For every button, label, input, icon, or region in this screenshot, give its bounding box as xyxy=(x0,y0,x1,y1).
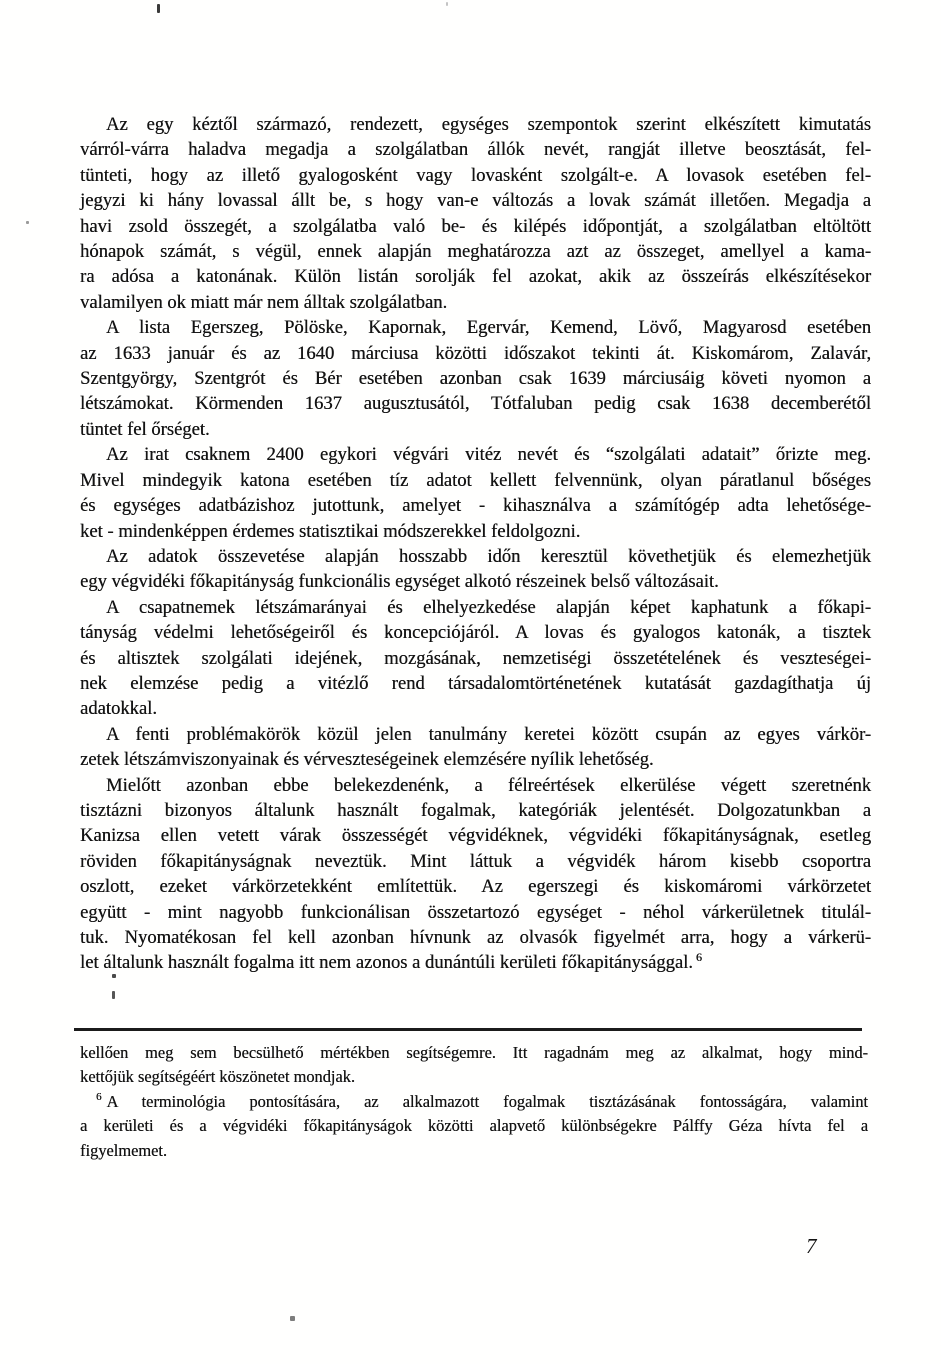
text-line xyxy=(80,366,871,391)
text-line-content: Mielőtt azonban ebbe belekezdenénk, a félreértések elkerülése végett szeretnénk xyxy=(106,774,871,796)
text-line xyxy=(80,595,871,620)
text-line-content: Az egy kéztől származó, rendezett, egységes szempontok szerint elkészített kimutatás xyxy=(106,114,871,135)
footnotes xyxy=(80,1041,868,1163)
scan-speck xyxy=(290,1316,295,1321)
text-line xyxy=(80,163,871,188)
text-line xyxy=(80,569,871,594)
paragraph xyxy=(80,442,871,544)
text-line xyxy=(80,188,871,213)
text-line xyxy=(80,722,871,747)
page-number: 7 xyxy=(806,1234,817,1258)
footnote-line-content: A terminológia pontosítására, az alkalmazott fogalmak tisztázásának fontosságára, valamint xyxy=(106,1091,868,1111)
text-line xyxy=(80,671,871,696)
text-line xyxy=(80,773,871,798)
footnote-line-content: kellően meg sem becsülhető mértékben segítségemre. Itt ragadnám meg az alkalmat, hogy mind- xyxy=(80,1043,868,1062)
footnote-item xyxy=(80,1090,868,1163)
footnote-line-content: kettőjük segítségéért köszönetet mondjak. xyxy=(80,1067,355,1087)
paragraph xyxy=(80,722,871,773)
text-line-content: tüntet fel őrséget. xyxy=(80,418,210,440)
text-line-content: Szentgyörgy, Szentgrót és Bér esetében azonban csak 1639 márciusáig követi nyomon a xyxy=(80,368,871,390)
text-line-content: ket - mindenképpen érdemes statisztikai módszerekkel feldolgozni. xyxy=(80,520,581,542)
paragraph xyxy=(80,544,871,595)
text-line-content: Kanizsa ellen vetett várak összességét végvidéknek, végvidéki főkapitányságnak, esetleg xyxy=(80,825,871,847)
footnote-continuation xyxy=(80,1041,868,1090)
scan-speck xyxy=(26,221,29,224)
text-line xyxy=(80,620,871,645)
text-line xyxy=(80,950,871,975)
footnote-line xyxy=(80,1041,868,1065)
text-line-content: let általunk használt fogalma itt nem azonos a dunántúli kerületi főkapitánysággal. xyxy=(80,952,693,974)
footnote-reference: 6 xyxy=(695,950,702,965)
footnote-line-content: a kerületi és a végvidéki főkapitányságok közötti alapvető különbségekre Pálffy Géza hívta fel a xyxy=(80,1116,868,1136)
text-line xyxy=(80,341,871,366)
scan-speck xyxy=(112,991,115,999)
text-line xyxy=(80,468,871,493)
text-line-content: várról-várra haladva megadja a szolgálatban állók nevét, rangját illetve beosztását, fel- xyxy=(80,139,871,161)
footnote-separator xyxy=(74,1028,862,1031)
text-line xyxy=(80,391,871,416)
text-line-content: együtt - mint nagyobb funkcionálisan összetartozó egységet - néhol várkerületnek titulál- xyxy=(80,901,871,923)
text-line-content: tisztázni bizonyos általunk használt fogalmak, kategóriák jelentését. Dolgozatunkban a xyxy=(80,799,871,821)
body-text xyxy=(80,112,871,976)
paragraph xyxy=(80,315,871,442)
text-line xyxy=(80,747,871,772)
text-line xyxy=(80,925,871,950)
text-line xyxy=(80,519,871,544)
footnote-line-content: figyelmemet. xyxy=(80,1140,167,1160)
text-line xyxy=(80,417,871,442)
text-line-content: jegyzi ki hány lovassal állt be, s hogy van-e változás a lovak számát illetően. Megadja a xyxy=(80,190,871,212)
text-line-content: zetek létszámviszonyainak és vérveszteségeinek elemzésére nyílik lehetőség. xyxy=(80,749,654,771)
text-line xyxy=(80,823,871,848)
text-line xyxy=(80,493,871,518)
text-line xyxy=(80,849,871,874)
text-line-content: az 1633 január és az 1640 márciusa közötti időszakot tekinti át. Kiskomárom, Zalavár, xyxy=(80,342,871,364)
text-line-content: oszlott, ezeket várkörzetekként említettük. Az egerszegi és kiskomáromi várkörzetet xyxy=(80,876,871,898)
text-line xyxy=(80,798,871,823)
text-line-content: tuk. Nyomatékosan fel kell azonban hívnunk az olvasók figyelmét arra, hogy a várkerü- xyxy=(80,927,871,948)
text-line-content: A csapatnemek létszámarányai és elhelyezkedése alapján képet kaphatunk a főkapi- xyxy=(106,596,871,618)
footnote-line xyxy=(80,1114,868,1138)
text-line xyxy=(80,646,871,671)
text-line-content: hónapok számát, s végül, ennek alapján meghatározza azt az összeget, amellyel a kama- xyxy=(80,241,871,263)
text-line xyxy=(80,239,871,264)
text-line-content: A fenti problémakörök közül jelen tanulmány keretei között csupán az egyes várkör- xyxy=(106,723,871,745)
text-line-content: Mivel mindegyik katona esetében tíz adatot kellett felvennünk, olyan páratlanul bőséges xyxy=(80,469,871,491)
text-line xyxy=(80,442,871,467)
text-line-content: Az adatok összevetése alapján hosszabb időn keresztül követhetjük és elemezhetjük xyxy=(106,545,871,567)
text-line xyxy=(80,112,871,137)
text-line-content: adatokkal. xyxy=(80,698,157,720)
text-line xyxy=(80,696,871,721)
text-line-content: valamilyen ok miatt már nem álltak szolgálatban. xyxy=(80,291,448,313)
text-line xyxy=(80,264,871,289)
text-line xyxy=(80,544,871,569)
text-line-content: nek elemzése pedig a vitézlő rend társadalomtörténetének kutatását gazdagíthatja új xyxy=(80,672,871,694)
text-line-content: és egységes adatbázishoz jutottunk, amelyet - kihasználva a számítógép adta lehetősége- xyxy=(80,495,871,517)
paragraph xyxy=(80,773,871,976)
footnote-line xyxy=(80,1090,868,1114)
text-line-content: és altisztek szolgálati idejének, mozgásának, nemzetiségi összetételének és veszteségei- xyxy=(80,647,871,669)
footnote-line xyxy=(80,1139,868,1163)
paragraph xyxy=(80,595,871,722)
text-line-content: egy végvidéki főkapitányság funkcionális egységet alkotó részeinek belső változásait. xyxy=(80,571,719,593)
scan-speck xyxy=(157,4,160,13)
footnote-marker: 6 xyxy=(96,1091,102,1104)
text-line xyxy=(80,900,871,925)
footnote-line xyxy=(80,1065,868,1089)
scan-speck xyxy=(446,2,448,6)
text-line-content: röviden főkapitányságnak neveztük. Mint láttuk a végvidék három kisebb csoportra xyxy=(80,850,871,872)
text-line xyxy=(80,315,871,340)
text-line-content: A lista Egerszeg, Pölöske, Kapornak, Egervár, Kemend, Lövő, Magyarosd esetében xyxy=(106,317,871,339)
text-line-content: tünteti, hogy az illető gyalogosként vagy lovasként szolgált-e. A lovasok esetében fel- xyxy=(80,164,871,186)
text-line xyxy=(80,290,871,315)
text-line-content: létszámokat. Körmenden 1637 augusztusától, Tótfaluban pedig csak 1638 decemberétől xyxy=(80,393,871,415)
paragraph xyxy=(80,112,871,315)
text-line xyxy=(80,214,871,239)
text-line-content: ra adósa a katonának. Külön listán sorolják fel azokat, akik az összeírás elkészítésekor xyxy=(80,266,871,288)
text-line-content: havi zsold összegét, a szolgálatba való be- és kilépés időpontját, a szolgálatban eltöltött xyxy=(80,215,871,237)
text-line-content: tányság védelmi lehetőségeiről és koncepciójáról. A lovas és gyalogos katonák, a tisztek xyxy=(80,622,871,644)
text-line-content: Az irat csaknem 2400 egykori végvári vitéz nevét és “szolgálati adatait” őrizte meg. xyxy=(106,444,871,466)
text-line xyxy=(80,137,871,162)
text-line xyxy=(80,874,871,899)
